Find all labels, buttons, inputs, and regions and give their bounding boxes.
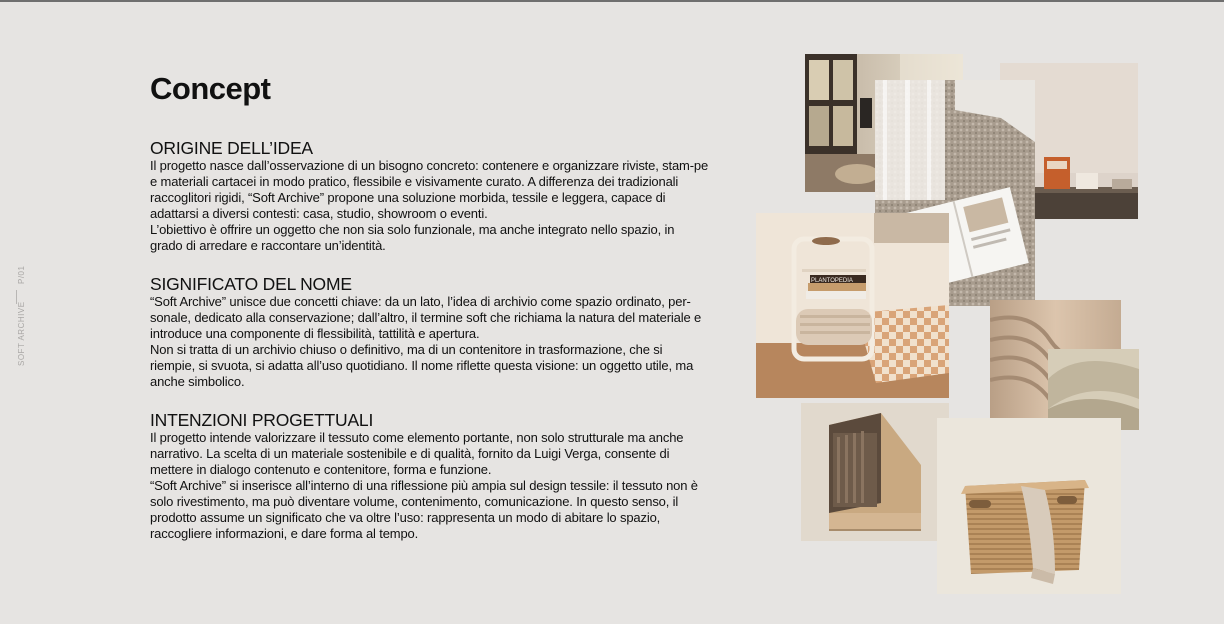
section-paragraph: Il progetto intende valorizzare il tessuto come elemento portante, non solo strutturale ma anche narrativo. La scelta di un materiale sostenibile e di qualità, fornito da Luigi Verga, consente di mettere in dialogo contenuto e contenitore, forma e funzione. xyxy=(150,430,684,477)
section-paragraph: Non si tratta di un archivio chiuso o definitivo, ma di un contenitore in trasformazione, che si riempie, si svuota, si adatta all’uso quotidiano. Il nome riflette questa visione: un oggetto utile, ma anche simbolico. xyxy=(150,342,694,389)
photo-magazine-holder xyxy=(801,403,949,541)
photo-woven-basket xyxy=(937,418,1121,594)
document-name: SOFT ARCHIVE xyxy=(17,301,26,366)
section-intenzioni xyxy=(150,410,710,542)
page-title: Concept xyxy=(150,71,271,106)
concept-text xyxy=(150,70,710,562)
section-origine xyxy=(150,138,710,254)
section-paragraph: “Soft Archive” unisce due concetti chiave: da un lato, l’idea di archivio come spazio ordinato, per-sonale, dedicato alla conservazione; dall’altro, il termine soft che richiama la natura del materiale e introduce una componente di flessibilità, tattilità e apertura. xyxy=(150,294,702,341)
section-paragraph: “Soft Archive” si inserisce all’interno di una riflessione più ampia sul design tessile: il tessuto non è solo rivestimento, ma può diventare volume, contenimento, comunicazione. In questo senso, il prodotto assume un significato che va oltre l’uso: rappresenta un modo di abitare lo spazio, raccogliere informazioni, e dare forma al tempo. xyxy=(150,478,698,541)
side-label xyxy=(4,250,30,380)
section-paragraph: Il progetto nasce dall’osservazione di un bisogno concreto: contenere e organizzare riviste, stam-pe e materiali cartacei in modo pratico, flessibile e visivamente curato. A differenza dei tradizionali raccoglitori rigidi, “Soft Archive” propone una soluzione morbida, tessile e leggera, capace di adattarsi a diversi contesti: casa, studio, showroom o eventi. xyxy=(150,158,709,221)
top-rule xyxy=(0,0,1224,2)
section-heading: SIGNIFICATO DEL NOME xyxy=(150,274,352,294)
book-title-text: PLANTOPEDIA xyxy=(811,278,853,284)
section-heading: ORIGINE DELL’IDEA xyxy=(150,138,313,158)
page-number: P/01 xyxy=(17,265,26,284)
photo-side-cart xyxy=(756,213,949,398)
section-heading: INTENZIONI PROGETTUALI xyxy=(150,410,374,430)
section-significato xyxy=(150,274,710,390)
section-paragraph: L’obiettivo è offrire un oggetto che non sia solo funzionale, ma anche integrato nello spazio, in grado di arredare e raccontare un’identità. xyxy=(150,222,675,253)
